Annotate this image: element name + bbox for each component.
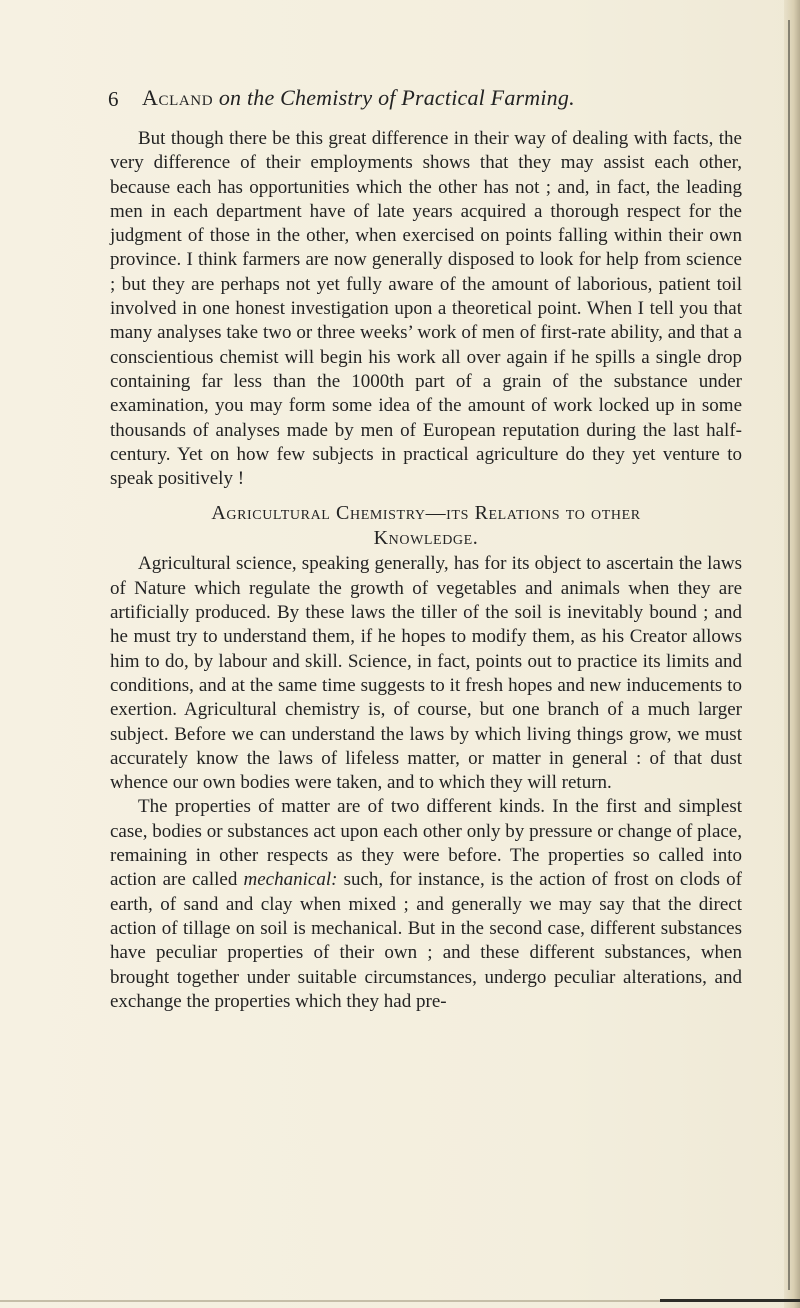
bottom-rule-dark [660, 1299, 800, 1302]
title-of: of [378, 85, 396, 110]
mechanical-term: mechanical: [243, 869, 338, 891]
running-header [108, 81, 748, 121]
author-name: Acland [142, 85, 214, 110]
binding-line [788, 20, 790, 1290]
paragraph-3 [110, 795, 742, 1014]
paragraph-3-end: such, for instance, is the action of frost on clods of earth, of sand and clay when mixed ; and generally we may say that the direct action of tillage on soil is mechanical. But in the second case, different substances have peculiar properties of their own ; and these different substances, when brought together under suitable circumstances, undergo peculiar alterations, and exchange the properties which they had pre- [110, 869, 743, 1012]
paragraph-1: But though there be this great difference in their way of dealing with facts, the very difference of their employments shows that they may assist each other, because each has opportunities which the other has not ; and, in fact, the leading men in each department have of late years acquired a thorough respect for the judgment of those in the other, when exercised on points falling within their own province. I think farmers are now generally disposed to look for help from science ; but they are perhaps not yet fully aware of the amount of laborious, patient toil involved in one honest investigation upon a theoretical point. When I tell you that many analyses take two or three weeks’ work of men of first-rate ability, and that a conscientious chemist will begin his work all over again if he spills a single drop containing far less than the 1000th part of a grain of the substance under examination, you may form some idea of the amount of work locked up in some thousands of analyses made by men of European reputation during the last half-century. Yet on how few subjects in practical agriculture do they yet venture to speak positively ! [110, 128, 742, 490]
paragraph-2: Agricultural science, speaking generally, has for its object to ascertain the laws of Nature which regulate the growth of vegetables and animals when they are artificially produced. By these laws the tiller of the soil is inevitably bound ; and he must try to understand them, if he hopes to modify them, as his Creator allows him to do, by labour and skill. Science, in fact, points out to practice its limits and conditions, and at the same time suggests to it fresh hopes and new inducements to exertion. Agricultural chemistry is, of course, but one branch of a much larger subject. Before we can understand the laws by which living things grow, we must accurately know the laws of lifeless matter, or matter in general : of that dust whence our own bodies were taken, and to which they will return. [110, 553, 742, 794]
running-title [142, 85, 575, 111]
page-number: 6 [108, 87, 119, 111]
section-heading [110, 501, 742, 550]
page-edge-right [784, 0, 800, 1308]
section-heading-line1: Agricultural Chemistry—its Relations to other [211, 502, 641, 525]
section-heading-line2: Knowledge. [373, 526, 479, 549]
title-end: Practical Farming. [401, 85, 575, 110]
title-main: Chemistry [280, 85, 373, 110]
title-prefix: on the [218, 85, 275, 110]
paragraph-3-start: The properties of matter are of two different kinds. In the first and simplest case, bodies or substances act upon each other only by pressure or change of place, remaining in other respects as they were before. The properties so called into action are called [110, 796, 742, 891]
body-text [110, 127, 742, 1014]
